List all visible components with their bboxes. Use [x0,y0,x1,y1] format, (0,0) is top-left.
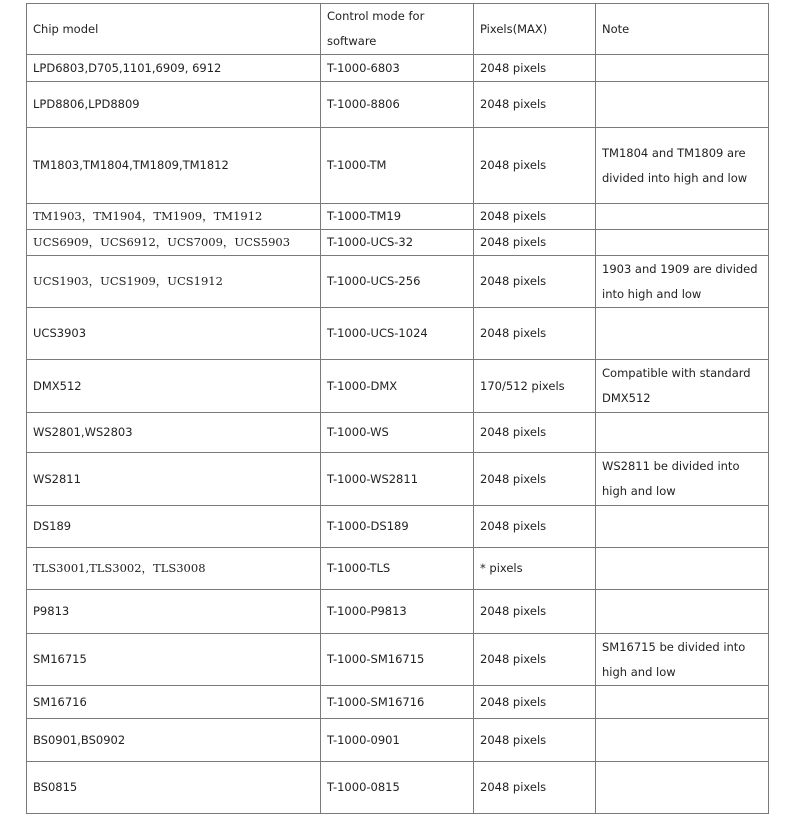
chip-model-cell: P9813 [27,590,321,634]
note-cell [596,548,769,590]
note-cell [596,719,769,762]
control-mode-cell: T-1000-WS [321,413,474,453]
note-cell [596,506,769,548]
pixels-cell: 2048 pixels [474,686,596,719]
pixels-cell: 2048 pixels [474,590,596,634]
control-mode-cell: T-1000-0901 [321,719,474,762]
note-cell: Compatible with standard DMX512 [596,360,769,413]
pixels-cell: 2048 pixels [474,204,596,230]
pixels-cell: 2048 pixels [474,413,596,453]
header-row [27,4,769,55]
chip-model-cell: LPD8806,LPD8809 [27,82,321,128]
chip-model-cell: DS189 [27,506,321,548]
control-mode-cell: T-1000-TM [321,128,474,204]
pixels-cell: 2048 pixels [474,719,596,762]
chip-model-cell: UCS6909，UCS6912，UCS7009，UCS5903 [27,230,321,256]
note-cell: 1903 and 1909 are divided into high and low [596,256,769,308]
table-row [27,762,769,814]
note-cell [596,55,769,82]
control-mode-cell: T-1000-P9813 [321,590,474,634]
control-mode-cell: T-1000-TM19 [321,204,474,230]
control-mode-cell: T-1000-UCS-32 [321,230,474,256]
note-cell [596,686,769,719]
pixels-cell: 2048 pixels [474,634,596,686]
control-mode-cell: T-1000-WS2811 [321,453,474,506]
note-cell: SM16715 be divided into high and low [596,634,769,686]
table-row [27,634,769,686]
note-cell [596,308,769,360]
chip-model-cell: WS2801,WS2803 [27,413,321,453]
table-row [27,506,769,548]
pixels-cell: 2048 pixels [474,256,596,308]
chip-model-cell: TM1803,TM1804,TM1809,TM1812 [27,128,321,204]
note-cell [596,590,769,634]
note-cell [596,230,769,256]
chip-model-cell: TLS3001,TLS3002，TLS3008 [27,548,321,590]
pixels-cell: 2048 pixels [474,55,596,82]
chip-model-cell: DMX512 [27,360,321,413]
header-control-mode-line2: software [327,34,377,48]
table-row [27,128,769,204]
chip-model-cell: SM16715 [27,634,321,686]
chip-model-cell: BS0901,BS0902 [27,719,321,762]
control-mode-cell: T-1000-SM16715 [321,634,474,686]
control-mode-cell: T-1000-DS189 [321,506,474,548]
table-row [27,590,769,634]
table-row [27,719,769,762]
table-row [27,360,769,413]
note-cell [596,413,769,453]
header-chip-model: Chip model [27,4,321,55]
control-mode-cell: T-1000-0815 [321,762,474,814]
header-control-mode [321,4,474,55]
header-control-mode-line1: Control mode for [327,9,425,23]
table-row [27,82,769,128]
table-row [27,230,769,256]
pixels-cell: 2048 pixels [474,506,596,548]
control-mode-cell: T-1000-UCS-256 [321,256,474,308]
table-row [27,413,769,453]
chip-model-cell: UCS1903，UCS1909，UCS1912 [27,256,321,308]
chip-model-table [26,3,769,814]
note-cell [596,762,769,814]
chip-model-cell: LPD6803,D705,1101,6909, 6912 [27,55,321,82]
chip-model-cell: SM16716 [27,686,321,719]
header-note: Note [596,4,769,55]
pixels-cell: 2048 pixels [474,82,596,128]
chip-model-cell: WS2811 [27,453,321,506]
note-cell: TM1804 and TM1809 are divided into high and low [596,128,769,204]
chip-model-cell: TM1903，TM1904，TM1909，TM1912 [27,204,321,230]
table-row [27,548,769,590]
note-cell: WS2811 be divided into high and low [596,453,769,506]
pixels-cell: 2048 pixels [474,453,596,506]
pixels-cell: 2048 pixels [474,230,596,256]
table-row [27,686,769,719]
note-cell [596,82,769,128]
control-mode-cell: T-1000-DMX [321,360,474,413]
control-mode-cell: T-1000-TLS [321,548,474,590]
table-row [27,55,769,82]
header-pixels-max: Pixels(MAX) [474,4,596,55]
control-mode-cell: T-1000-UCS-1024 [321,308,474,360]
table-row [27,256,769,308]
table-row [27,204,769,230]
note-cell [596,204,769,230]
chip-model-cell: BS0815 [27,762,321,814]
pixels-cell: * pixels [474,548,596,590]
control-mode-cell: T-1000-6803 [321,55,474,82]
pixels-cell: 2048 pixels [474,762,596,814]
table-row [27,308,769,360]
pixels-cell: 2048 pixels [474,128,596,204]
pixels-cell: 2048 pixels [474,308,596,360]
control-mode-cell: T-1000-8806 [321,82,474,128]
control-mode-cell: T-1000-SM16716 [321,686,474,719]
pixels-cell: 170/512 pixels [474,360,596,413]
table-row [27,453,769,506]
chip-model-cell: UCS3903 [27,308,321,360]
